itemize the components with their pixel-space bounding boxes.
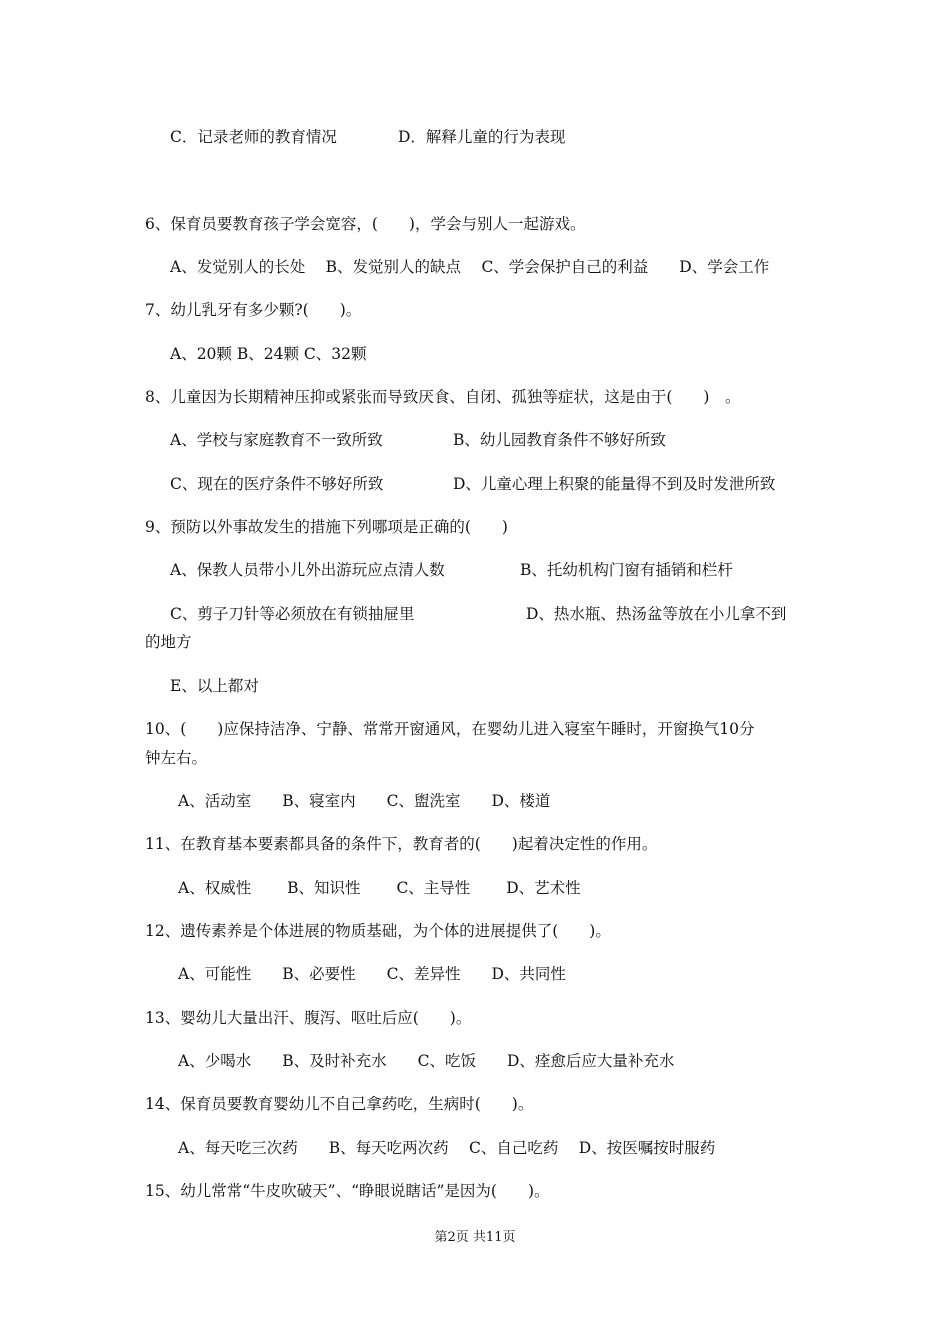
question-10-continued: 钟左右。	[145, 749, 208, 767]
question-9: 9、预防以外事故发生的措施下列哪项是正确的( )	[145, 518, 508, 536]
option-a-q9: A、保教人员带小儿外出游玩应点清人数	[170, 561, 445, 579]
option-c-q5: C．记录老师的教育情况	[170, 128, 337, 146]
question-6: 6、保育员要教育孩子学会宽容，( )，学会与别人一起游戏。	[145, 215, 586, 233]
option-b-q8: B、幼儿园教育条件不够好所致	[453, 431, 666, 449]
question-14: 14、保育员要教育婴幼儿不自己拿药吃，生病时( )。	[145, 1095, 534, 1113]
question-15: 15、幼儿常常“牛皮吹破天”、“睁眼说瞎话”是因为( )。	[145, 1182, 550, 1200]
question-7: 7、幼儿乳牙有多少颗?( )。	[145, 301, 362, 319]
option-c-q8: C、现在的医疗条件不够好所致	[170, 475, 384, 493]
option-e-q9: E、以上都对	[170, 677, 259, 695]
options-q6: A、发觉别人的长处 B、发觉别人的缺点 C、学会保护自己的利益 D、学会工作	[170, 258, 770, 276]
option-a-q8: A、学校与家庭教育不一致所致	[170, 431, 383, 449]
option-d-q9-continued: 的地方	[145, 633, 192, 651]
options-q14: A、每天吃三次药 B、每天吃两次药 C、自己吃药 D、按医嘱按时服药	[178, 1139, 716, 1157]
options-q11: A、权威性 B、知识性 C、主导性 D、艺术性	[178, 879, 581, 897]
page-footer: 第2页 共11页	[434, 1230, 516, 1245]
options-q7: A、20颗 B、24颗 C、32颗	[170, 345, 367, 363]
question-13: 13、婴幼儿大量出汗、腹泻、呕吐后应( )。	[145, 1009, 472, 1027]
question-10: 10、( )应保持洁净、宁静、常常开窗通风，在婴幼儿进入寝室午睡时，开窗换气10分	[145, 720, 755, 738]
question-12: 12、遗传素养是个体进展的物质基础，为个体的进展提供了( )。	[145, 922, 611, 940]
option-d-q5: D．解释儿童的行为表现	[398, 128, 566, 146]
option-c-q9: C、剪子刀针等必须放在有锁抽屉里	[170, 605, 415, 623]
options-q10: A、活动室 B、寝室内 C、盥洗室 D、楼道	[178, 792, 551, 810]
option-d-q8: D、儿童心理上积聚的能量得不到及时发泄所致	[453, 475, 776, 493]
question-11: 11、在教育基本要素都具备的条件下，教育者的( )起着决定性的作用。	[145, 835, 658, 853]
option-b-q9: B、托幼机构门窗有插销和栏杆	[520, 561, 733, 579]
question-8: 8、儿童因为长期精神压抑或紧张而导致厌食、自闭、孤独等症状，这是由于( ) 。	[145, 388, 741, 406]
option-d-q9: D、热水瓶、热汤盆等放在小儿拿不到	[526, 605, 787, 623]
options-q12: A、可能性 B、必要性 C、差异性 D、共同性	[178, 965, 566, 983]
options-q13: A、少喝水 B、及时补充水 C、吃饭 D、痊愈后应大量补充水	[178, 1052, 675, 1070]
